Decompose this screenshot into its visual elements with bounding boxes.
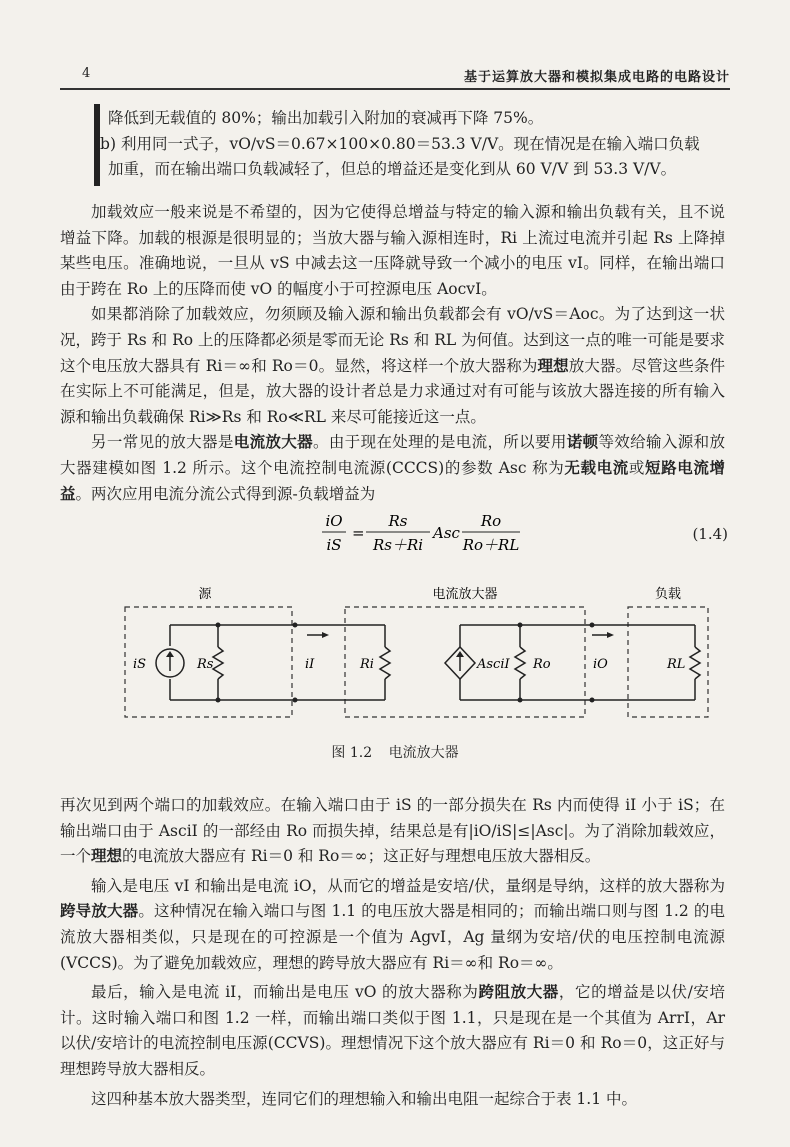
- body-block-2: [60, 793, 725, 1112]
- figure-current-amplifier: [115, 585, 715, 735]
- rl-label: RL: [667, 657, 686, 672]
- figure-caption-number: 图 1.2: [331, 745, 373, 761]
- eq-lhs-denominator: iS: [326, 536, 342, 554]
- paragraph-loading-effect: 加载效应一般来说是不希望的，因为它使得总增益与特定的输入源和输出负载有关，且不说增益下降。加载的根源是很明显的；当放大器与输入源相连时，Ri 上流过电流并引起 Rs 上降掉某些电压。准确地说，一旦从 vS 中减去这一压降就导致一个减小的电压 vI。同样，在输出端口由于跨在 Ro 上的压降而使 vO 的幅度小于可控源电压 AocvI。: [60, 203, 725, 298]
- body-block-1: [60, 200, 725, 507]
- rl-resistor: [690, 647, 700, 679]
- ro-resistor: [515, 647, 525, 679]
- ro-label: Ro: [533, 657, 551, 672]
- paragraph-transconductance: 输入是电压 vI 和输出是电流 iO，从而它的增益是安培/伏，量纲是导纳，这样的放大器称为跨导放大器。这种情况在输入端口与图 1.1 的电压放大器是相同的；而输出端口则与图 1.2 的电流放大器相类似，只是现在的可控源是一个值为 AgvI，Ag 量纲为安培/伏的电压控制电流源(VCCS)。为了避免加载效应，理想的跨导放大器应有 Ri＝∞和 Ro＝∞。: [60, 876, 725, 972]
- eq-f2-numerator: Ro: [480, 512, 502, 530]
- amp-label: 电流放大器: [432, 587, 498, 602]
- eq-f2-denominator: Ro＋RL: [462, 536, 520, 554]
- ri-label: Ri: [360, 657, 374, 672]
- paragraph-current-amp: 另一常见的放大器是电流放大器。由于现在处理的是电流，所以要用诺顿等效给输入源和放大器建模如图 1.2 所示。这个电流控制电流源(CCCS)的参数 Asc 称为无载电流或短路电流增益。两次应用电流分流公式得到源-负载增益为: [60, 433, 725, 503]
- paragraph-ideal-voltage-amp: 如果都消除了加载效应，勿须顾及输入源和输出负载都会有 vO/vS＝Aoc。为了达到这一状况，跨于 Rs 和 Ro 上的压降都必须是零而无论 Rs 和 RL 为何值。达到这一点的唯一可能是要求这个电压放大器具有 Ri＝∞和 Ro＝0。显然，将这样一个放大器称为理想放大器。尽管这些条件在实际上不可能满足，但是，放大器的设计者总是力求通过对有可能与该放大器连接的所有输入源和输出负载确保 Ri≫Rs 和 Ro≪RL 来尽可能接近这一点。: [60, 305, 725, 426]
- example-line-3: 加重，而在输出端口负载减轻了，但总的增益还是变化到从 60 V/V 到 53.3 V/V。: [108, 160, 677, 179]
- rs-label: Rs: [197, 657, 214, 672]
- paragraph-summary: 这四种基本放大器类型，连同它们的理想输入和输出电阻一起综合于表 1.1 中。: [91, 1089, 638, 1108]
- book-title: 基于运算放大器和模拟集成电路的电路设计: [463, 70, 730, 85]
- example-line-1: 降低到无载值的 80%；输出加载引入附加的衰减再下降 75%。: [108, 109, 544, 127]
- svg-text:=: =: [352, 524, 365, 542]
- eq-lhs-numerator: iO: [325, 512, 343, 530]
- ii-label: iI: [305, 657, 315, 672]
- source-label: 源: [198, 587, 212, 602]
- page-header: [60, 64, 730, 90]
- page-number: 4: [82, 66, 91, 81]
- rs-resistor: [213, 647, 223, 679]
- load-label: 负载: [654, 587, 682, 602]
- equation-number: (1.4): [692, 525, 728, 543]
- figure-caption: [0, 742, 790, 762]
- eq-f1-denominator: Rs＋Ri: [372, 536, 424, 554]
- eq-asc: Asc: [433, 524, 460, 542]
- asc-label: AsciI: [477, 657, 510, 672]
- example-continuation: [94, 106, 726, 183]
- example-line-2: (b) 利用同一式子，vO/vS＝0.67×100×0.80＝53.3 V/V。现在情况是在输入端口负载: [94, 134, 700, 153]
- figure-caption-text: 电流放大器: [388, 745, 459, 761]
- eq-f1-numerator: Rs: [388, 512, 408, 530]
- io-label: iO: [593, 657, 608, 672]
- is-label: iS: [133, 657, 147, 672]
- paragraph-transresistance: 最后，输入是电流 iI，而输出是电压 vO 的放大器称为跨阻放大器，它的增益是以伏/安培计。这时输入端口和图 1.2 一样，而输出端口类似于图 1.1，只是现在是一个其值为 ArrI，Ar 以伏/安培计的电流控制电压源(CCVS)。理想情况下这个放大器应有 Ri＝0 和 Ro＝0，这正好与理想跨导放大器相反。: [60, 983, 725, 1078]
- ri-resistor: [380, 647, 390, 679]
- equation-1-4: [320, 508, 620, 558]
- paragraph-loading-again: 再次见到两个端口的加载效应。在输入端口由于 iS 的一部分损失在 Rs 内而使得 iI 小于 iS；在输出端口由于 AsciI 的一部经由 Ro 而损失掉，结果总是有|iO/iS|≤|Asc|。为了消除加载效应，一个理想的电流放大器应有 Ri＝0 和 Ro＝∞；这正好与理想电压放大器相反。: [60, 796, 725, 866]
